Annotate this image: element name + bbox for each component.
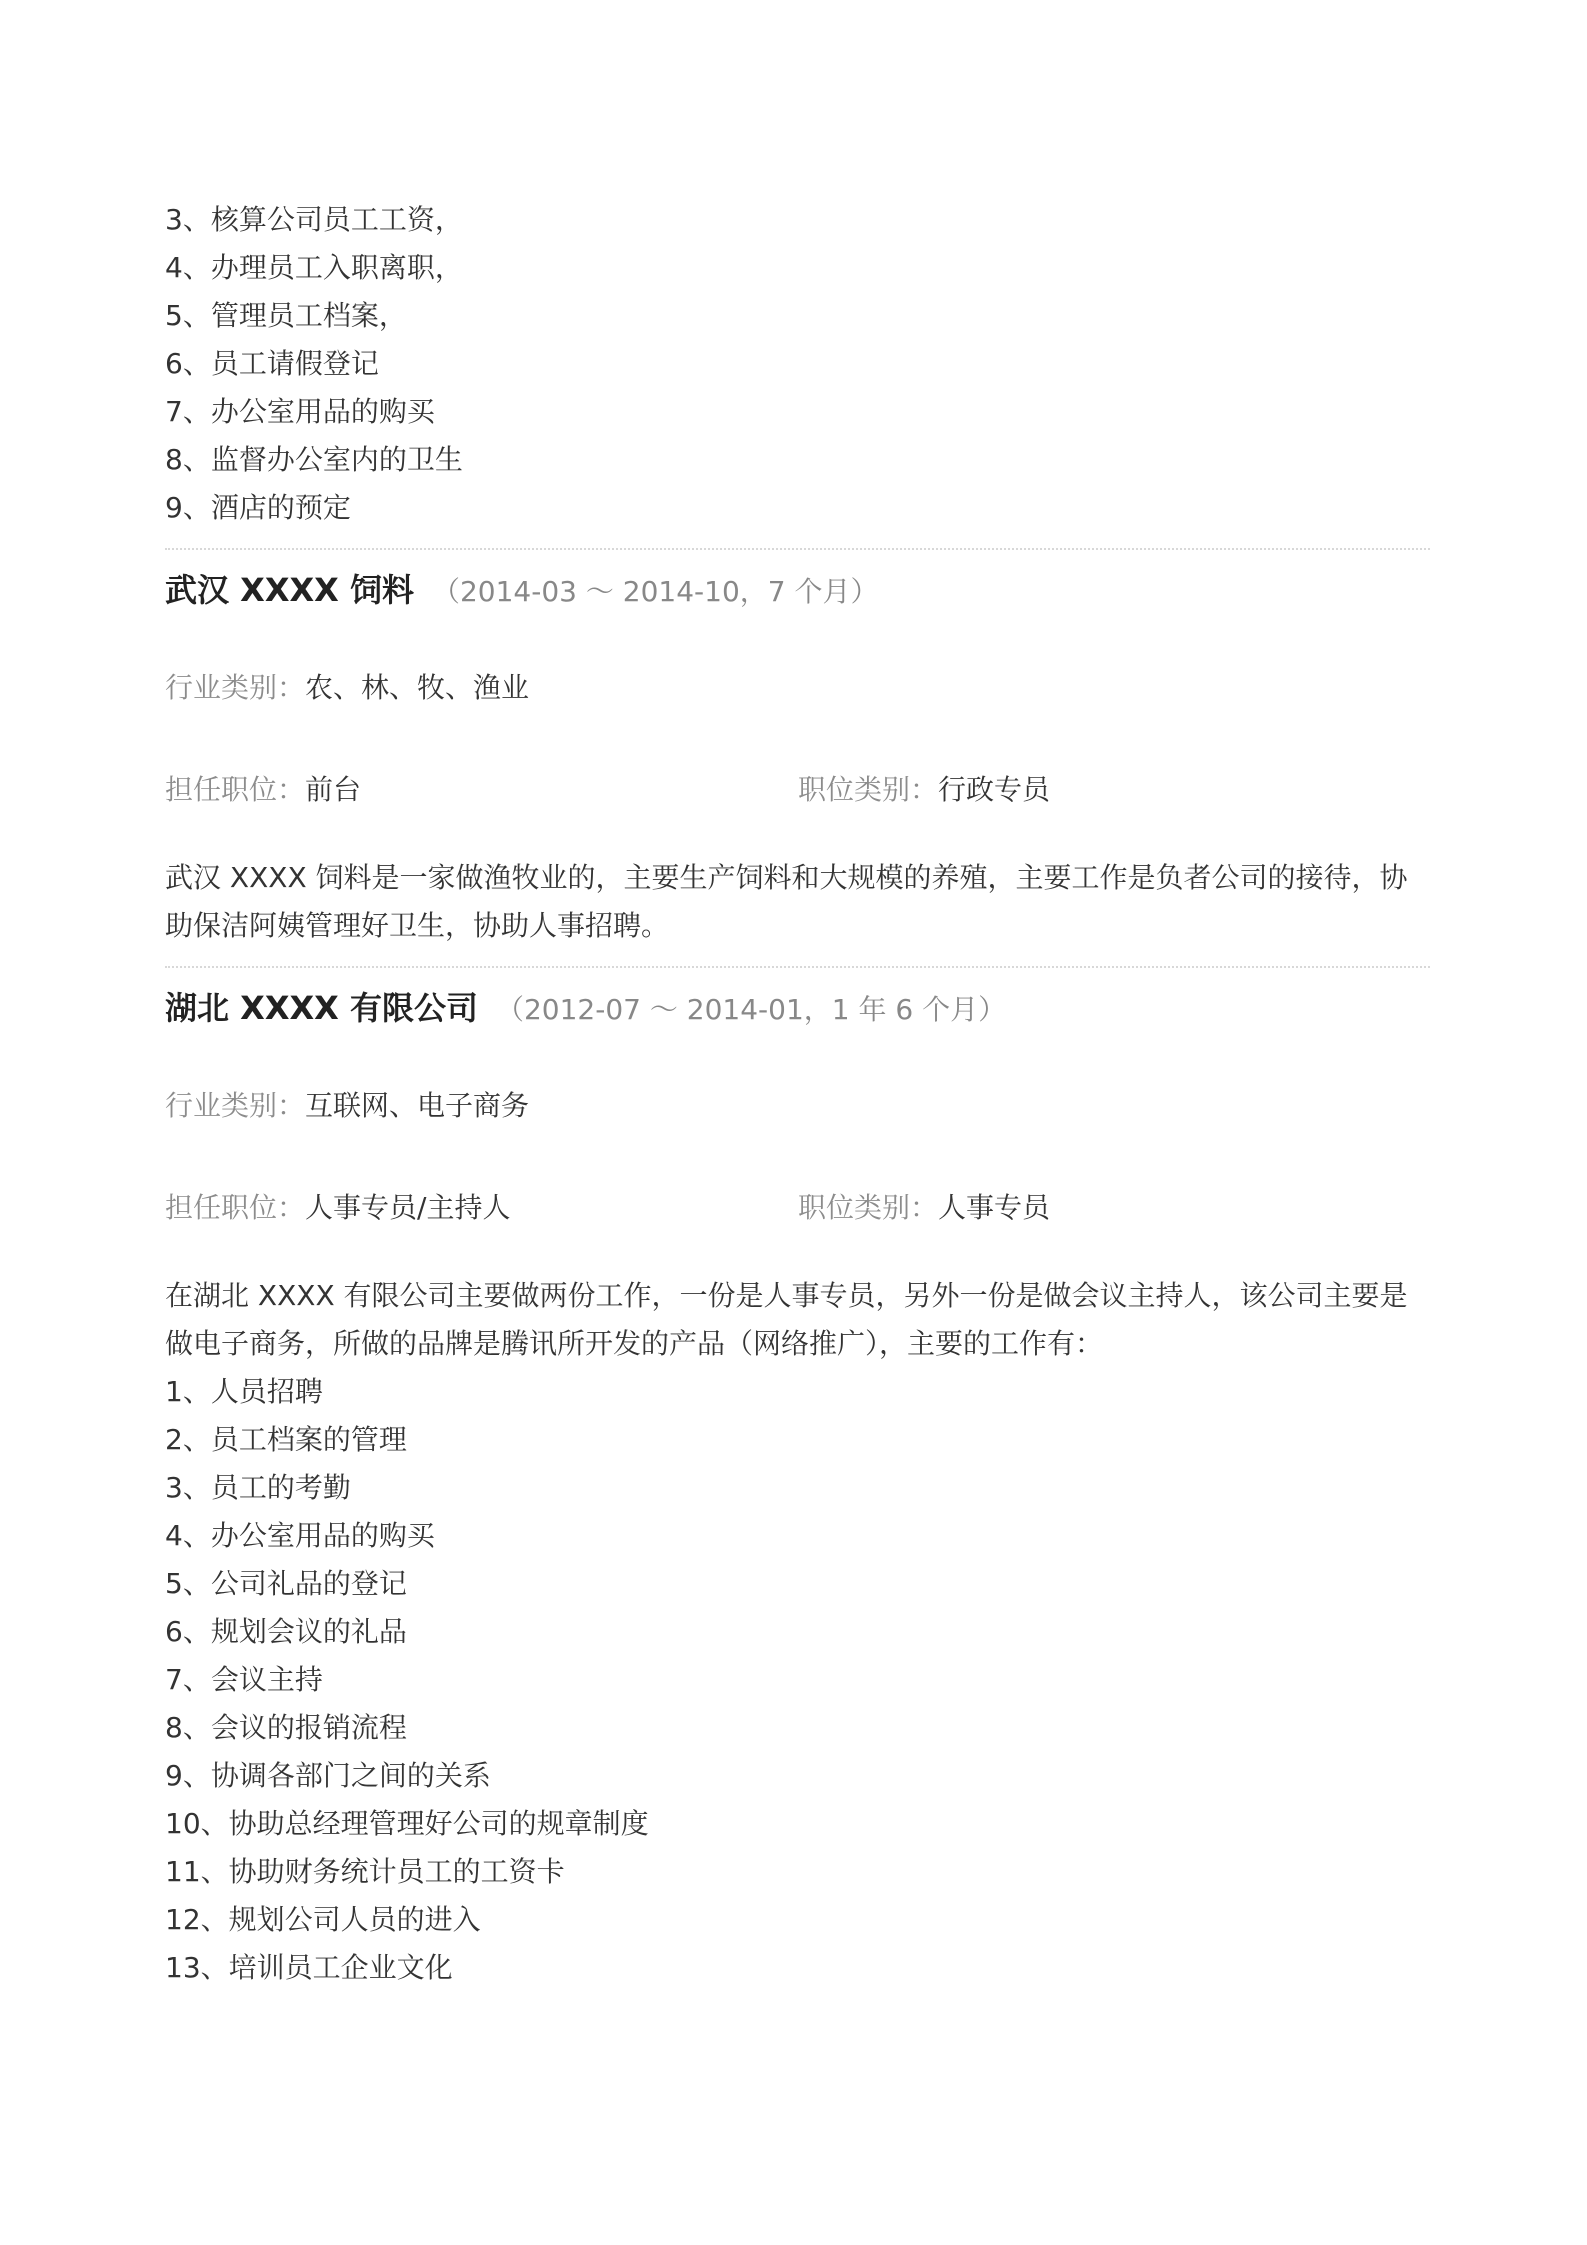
industry-value: 互联网、电子商务: [305, 1089, 530, 1122]
list-item: 3、员工的考勤: [165, 1471, 351, 1504]
list-item: 12、规划公司人员的进入: [165, 1903, 481, 1936]
category-value: 行政专员: [938, 773, 1051, 806]
description-line: 助保洁阿姨管理好卫生，协助人事招聘。: [165, 909, 670, 942]
list-item: 5、公司礼品的登记: [165, 1567, 407, 1600]
list-item: 4、办理员工入职离职，: [165, 251, 463, 284]
position-value: 人事专员/主持人: [305, 1191, 511, 1224]
industry-field: [165, 1086, 529, 1126]
list-item: 11、协助财务统计员工的工资卡: [165, 1855, 565, 1888]
industry-row: [165, 668, 1430, 708]
category-label: 职位类别：: [798, 1191, 939, 1224]
category-field: [798, 1188, 1050, 1228]
employment-period: （2012-07 ～ 2014-01，1 年 6 个月）: [495, 993, 1007, 1026]
list-item: 13、培训员工企业文化: [165, 1951, 453, 1984]
position-field: [165, 1188, 510, 1228]
previous-job-duties: [165, 196, 1430, 532]
category-field: [798, 770, 1050, 810]
list-item: 9、协调各部门之间的关系: [165, 1759, 491, 1792]
job-description: [165, 854, 1430, 950]
list-item: 6、规划会议的礼品: [165, 1615, 407, 1648]
list-item: 8、会议的报销流程: [165, 1711, 407, 1744]
position-label: 担任职位：: [165, 773, 306, 806]
company-name: 湖北 XXXX 有限公司: [165, 989, 478, 1027]
job-entry-hubei: [165, 982, 1430, 1992]
section-divider: [165, 966, 1430, 968]
industry-label: 行业类别：: [165, 1089, 306, 1122]
company-header: [165, 564, 1430, 616]
employment-period: （2014-03 ～ 2014-10，7 个月）: [431, 575, 879, 608]
list-item: 1、人员招聘: [165, 1375, 323, 1408]
job-description: [165, 1272, 1430, 1368]
position-row: [165, 1188, 1430, 1228]
industry-value: 农、林、牧、渔业: [305, 671, 530, 704]
industry-field: [165, 668, 529, 708]
position-value: 前台: [305, 773, 362, 806]
description-line: 做电子商务，所做的品牌是腾讯所开发的产品（网络推广），主要的工作有：: [165, 1327, 1104, 1360]
category-value: 人事专员: [938, 1191, 1051, 1224]
position-row: [165, 770, 1430, 810]
position-field: [165, 770, 361, 810]
list-item: 3、核算公司员工工资，: [165, 203, 463, 236]
description-line: 武汉 XXXX 饲料是一家做渔牧业的，主要生产饲料和大规模的养殖，主要工作是负者公司的接待，协: [165, 861, 1408, 894]
list-item: 10、协助总经理管理好公司的规章制度: [165, 1807, 649, 1840]
list-item: 8、监督办公室内的卫生: [165, 443, 463, 476]
category-label: 职位类别：: [798, 773, 939, 806]
industry-row: [165, 1086, 1430, 1126]
company-header: [165, 982, 1430, 1034]
list-item: 4、办公室用品的购买: [165, 1519, 435, 1552]
list-item: 9、酒店的预定: [165, 491, 351, 524]
list-item: 6、员工请假登记: [165, 347, 379, 380]
industry-label: 行业类别：: [165, 671, 306, 704]
list-item: 2、员工档案的管理: [165, 1423, 407, 1456]
position-label: 担任职位：: [165, 1191, 306, 1224]
list-item: 7、会议主持: [165, 1663, 323, 1696]
company-name: 武汉 XXXX 饲料: [165, 571, 414, 609]
resume-page: [165, 196, 1430, 1992]
list-item: 7、办公室用品的购买: [165, 395, 435, 428]
job-duties-list: [165, 1368, 1430, 1992]
description-line: 在湖北 XXXX 有限公司主要做两份工作，一份是人事专员，另外一份是做会议主持人，该公司主要是: [165, 1279, 1408, 1312]
job-entry-wuhan: [165, 564, 1430, 950]
list-item: 5、管理员工档案，: [165, 299, 407, 332]
section-divider: [165, 548, 1430, 550]
